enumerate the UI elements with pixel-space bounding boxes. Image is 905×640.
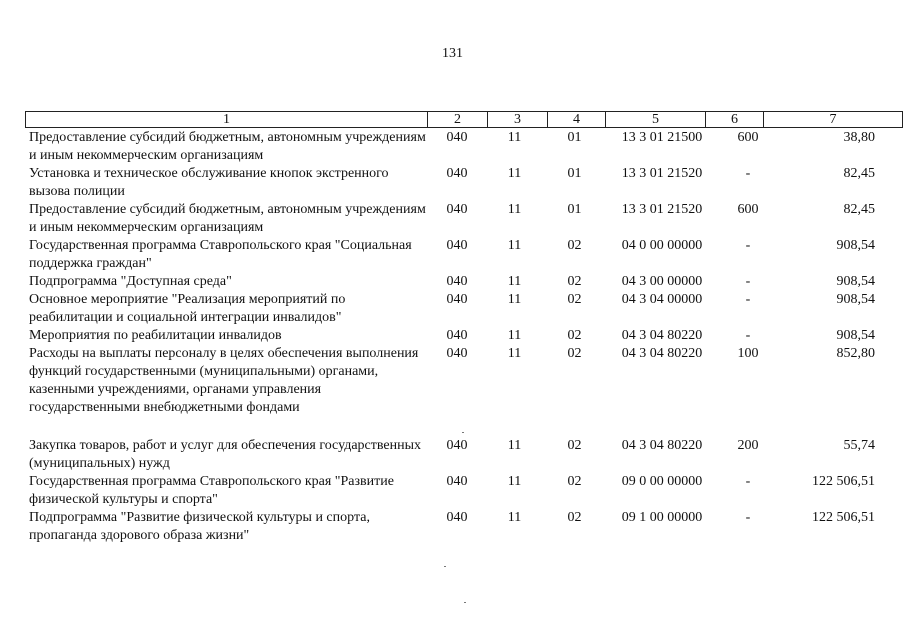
row-col-4: 02 [567, 328, 582, 343]
row-col-4: 02 [567, 438, 582, 453]
header-col-4: 4 [548, 112, 606, 127]
row-col-6: 100 [737, 346, 759, 361]
row-col-6: - [745, 238, 751, 253]
row-col-5: 04 0 00 00000 [621, 238, 703, 253]
row-col-6: 600 [737, 130, 759, 145]
row-name: Расходы на выплаты персоналу в целях обеспечения выполнения функций государственными (муниципальными) органами, казенными учреждениями, органами управления государственными внебюджетными фондами [29, 346, 419, 415]
row-col-3: 11 [507, 274, 522, 289]
header-col-2: 2 [428, 112, 488, 127]
header-col-7: 7 [829, 112, 837, 127]
row-name: Государственная программа Ставропольского края "Социальная поддержка граждан" [29, 238, 412, 271]
table-row [0, 201, 905, 237]
row-col-4: 01 [567, 202, 582, 217]
row-col-5: 09 0 00 00000 [621, 474, 703, 489]
row-col-5: 04 3 04 80220 [621, 346, 703, 361]
row-col-6: - [745, 328, 751, 343]
row-col-4: 01 [567, 166, 582, 181]
row-col-5: 04 3 04 80220 [621, 328, 703, 343]
table-row [0, 473, 905, 509]
row-name: Подпрограмма "Доступная среда" [29, 274, 232, 289]
row-col-7: 852,80 [836, 346, 875, 361]
row-name: Установка и техническое обслуживание кнопок экстренного вызова полиции [29, 166, 389, 199]
scan-speck [462, 432, 464, 433]
row-col-6: - [745, 292, 751, 307]
scan-speck [444, 566, 446, 567]
row-col-7: 122 506,51 [812, 474, 875, 489]
row-col-6: - [745, 510, 751, 525]
table-row [0, 291, 905, 327]
row-name: Предоставление субсидий бюджетным, автономным учреждениям и иным некоммерческим организациям [29, 130, 426, 163]
row-col-4: 02 [567, 238, 582, 253]
table-row [0, 165, 905, 201]
row-col-2: 040 [446, 238, 468, 253]
header-col-3: 3 [488, 112, 548, 127]
header-col-1: 1 [26, 112, 428, 127]
table-header [25, 111, 903, 128]
row-col-4: 02 [567, 292, 582, 307]
row-col-2: 040 [446, 438, 468, 453]
row-col-5: 04 3 04 00000 [621, 292, 703, 307]
row-col-3: 11 [507, 130, 522, 145]
row-col-2: 040 [446, 202, 468, 217]
row-col-4: 02 [567, 474, 582, 489]
row-col-7: 82,45 [843, 202, 875, 217]
row-col-3: 11 [507, 292, 522, 307]
table-row [0, 345, 905, 417]
scan-speck [464, 602, 466, 603]
row-name: Подпрограмма "Развитие физической культуры и спорта, пропаганда здорового образа жизни" [29, 510, 370, 543]
row-col-2: 040 [446, 292, 468, 307]
table-row [0, 129, 905, 165]
row-col-4: 02 [567, 346, 582, 361]
table-row [0, 437, 905, 473]
row-col-7: 122 506,51 [812, 510, 875, 525]
row-col-7: 82,45 [843, 166, 875, 181]
row-col-2: 040 [446, 130, 468, 145]
row-col-5: 04 3 04 80220 [621, 438, 703, 453]
row-name: Мероприятия по реабилитации инвалидов [29, 328, 282, 343]
row-col-2: 040 [446, 474, 468, 489]
row-col-5: 13 3 01 21520 [621, 202, 703, 217]
row-col-6: 200 [737, 438, 759, 453]
row-col-7: 908,54 [836, 292, 875, 307]
row-col-7: 908,54 [836, 238, 875, 253]
row-spacer [0, 417, 905, 437]
row-col-7: 908,54 [836, 274, 875, 289]
row-col-6: - [745, 166, 751, 181]
row-col-3: 11 [507, 438, 522, 453]
row-col-6: 600 [737, 202, 759, 217]
table-row [0, 327, 905, 345]
row-col-2: 040 [446, 328, 468, 343]
table-body [0, 129, 905, 545]
row-col-4: 02 [567, 274, 582, 289]
row-col-3: 11 [507, 202, 522, 217]
row-col-7: 38,80 [843, 130, 875, 145]
row-col-5: 09 1 00 00000 [621, 510, 703, 525]
row-col-5: 04 3 00 00000 [621, 274, 703, 289]
row-col-5: 13 3 01 21520 [621, 166, 703, 181]
row-col-3: 11 [507, 474, 522, 489]
row-name: Государственная программа Ставропольского края "Развитие физической культуры и спорта" [29, 474, 394, 507]
header-col-6: 6 [706, 112, 764, 127]
row-col-2: 040 [446, 274, 468, 289]
page-number: 131 [442, 46, 463, 61]
row-col-6: - [745, 474, 751, 489]
row-col-3: 11 [507, 238, 522, 253]
row-col-4: 02 [567, 510, 582, 525]
header-col-5: 5 [606, 112, 706, 127]
row-name: Основное мероприятие "Реализация мероприятий по реабилитации и социальной интеграции инвалидов" [29, 292, 346, 325]
row-col-6: - [745, 274, 751, 289]
row-col-2: 040 [446, 166, 468, 181]
table-row [0, 509, 905, 545]
table-row [0, 273, 905, 291]
row-col-5: 13 3 01 21500 [621, 130, 703, 145]
row-col-7: 55,74 [843, 438, 875, 453]
table-row [0, 237, 905, 273]
row-col-4: 01 [567, 130, 582, 145]
row-col-7: 908,54 [836, 328, 875, 343]
row-name: Предоставление субсидий бюджетным, автономным учреждениям и иным некоммерческим организациям [29, 202, 426, 235]
row-col-3: 11 [507, 346, 522, 361]
row-name: Закупка товаров, работ и услуг для обеспечения государственных (муниципальных) нужд [29, 438, 422, 471]
row-col-3: 11 [507, 166, 522, 181]
row-col-3: 11 [507, 328, 522, 343]
row-col-2: 040 [446, 510, 468, 525]
row-col-2: 040 [446, 346, 468, 361]
row-col-3: 11 [507, 510, 522, 525]
